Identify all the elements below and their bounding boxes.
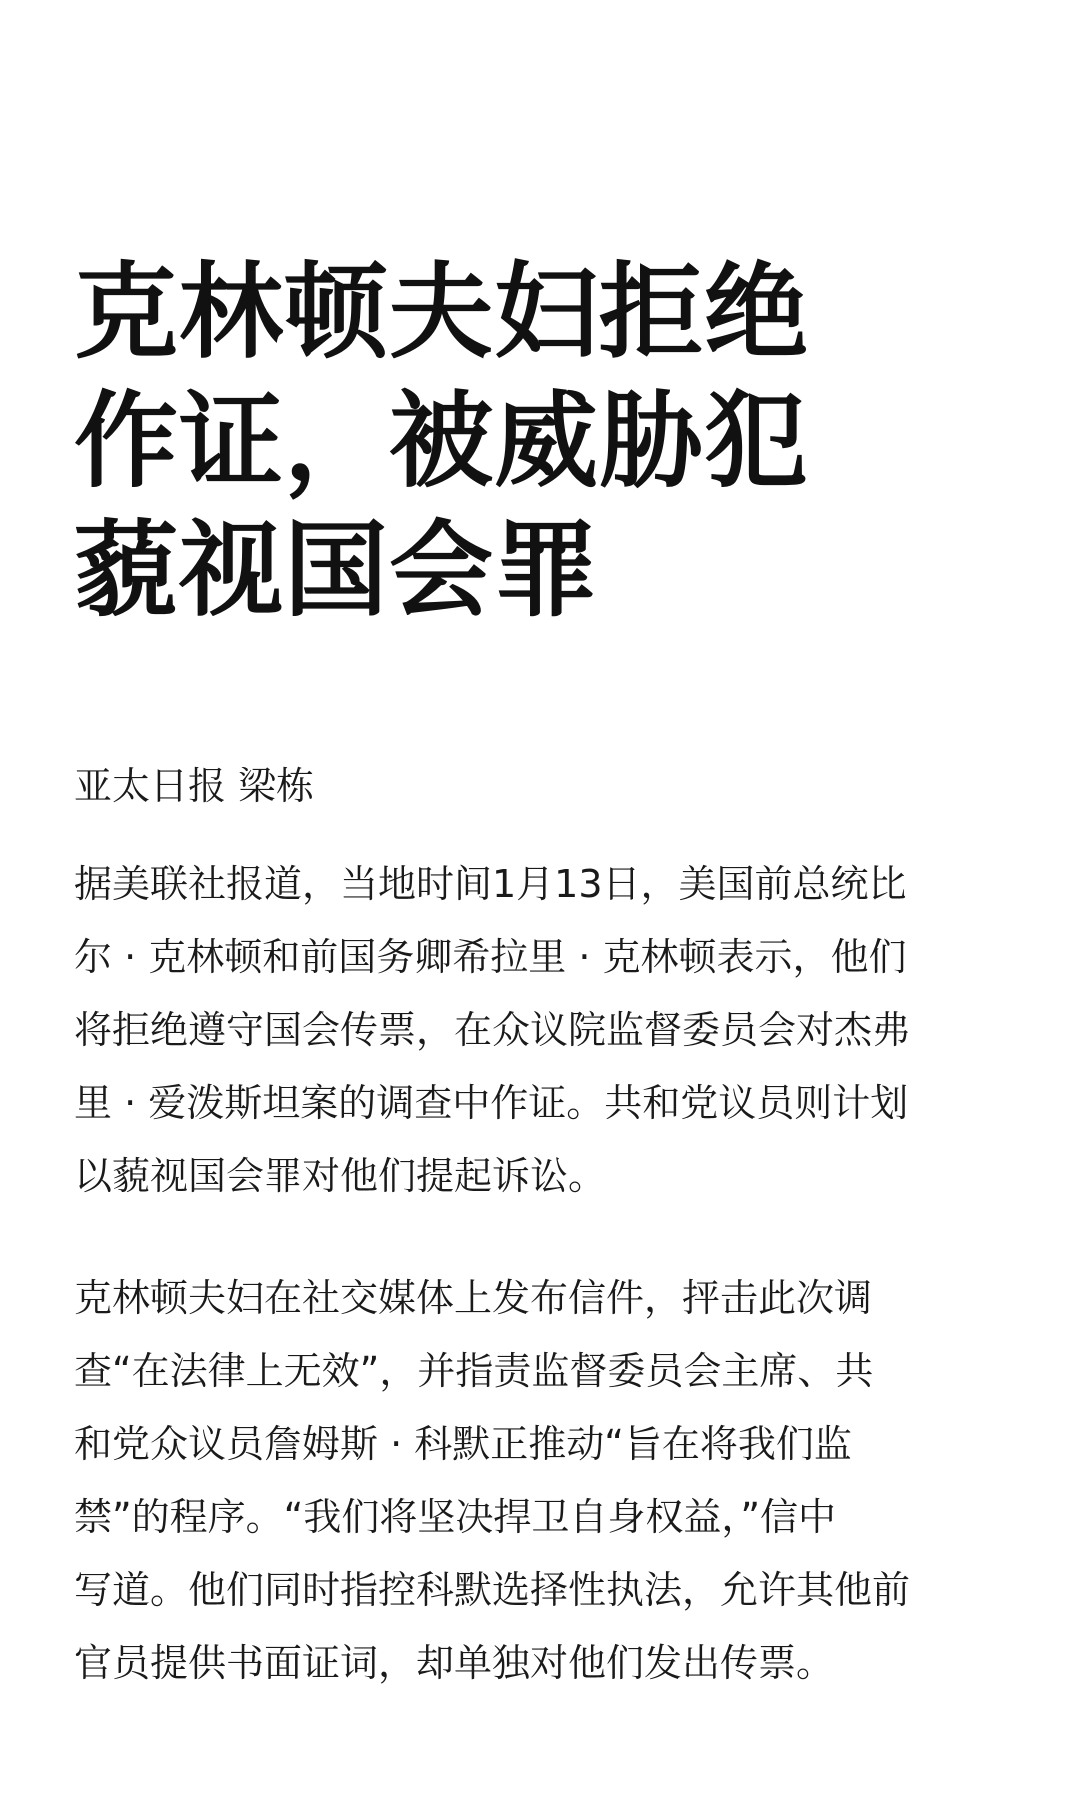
- headline-line: 克林顿夫妇拒绝: [74, 251, 810, 373]
- paragraph-line: 将拒绝遵守国会传票，在众议院监督委员会对杰弗: [74, 1008, 911, 1052]
- paragraph-line: 和党众议员詹姆斯 · 科默正推动“旨在将我们监: [74, 1422, 852, 1466]
- paragraph-2: [74, 1262, 1014, 1700]
- paragraph-line: 克林顿夫妇在社交媒体上发布信件，抨击此次调: [74, 1276, 873, 1320]
- byline: 亚太日报 梁栋: [74, 764, 315, 808]
- paragraph-line: 里 · 爱泼斯坦案的调查中作证。共和党议员则计划: [74, 1081, 909, 1125]
- paragraph-line: 尔 · 克林顿和前国务卿希拉里 · 克林顿表示，他们: [74, 935, 907, 979]
- paragraph-line: 写道。他们同时指控科默选择性执法，允许其他前: [74, 1568, 911, 1612]
- paragraph-line: 禁”的程序。“我们将坚决捍卫自身权益，”信中: [74, 1495, 837, 1539]
- paragraph-line: 以藐视国会罪对他们提起诉讼。: [74, 1154, 607, 1198]
- paragraph-line: 官员提供书面证词，却单独对他们发出传票。: [74, 1641, 835, 1685]
- paragraph-line: 查“在法律上无效”，并指责监督委员会主席、共: [74, 1349, 874, 1393]
- paragraph-line: 据美联社报道，当地时间1月13日，美国前总统比: [74, 862, 907, 906]
- headline-line: 藐视国会罪: [74, 509, 600, 631]
- paragraph-1: [74, 848, 1014, 1213]
- headline: [74, 248, 810, 635]
- headline-line: 作证，被威胁犯: [74, 380, 810, 502]
